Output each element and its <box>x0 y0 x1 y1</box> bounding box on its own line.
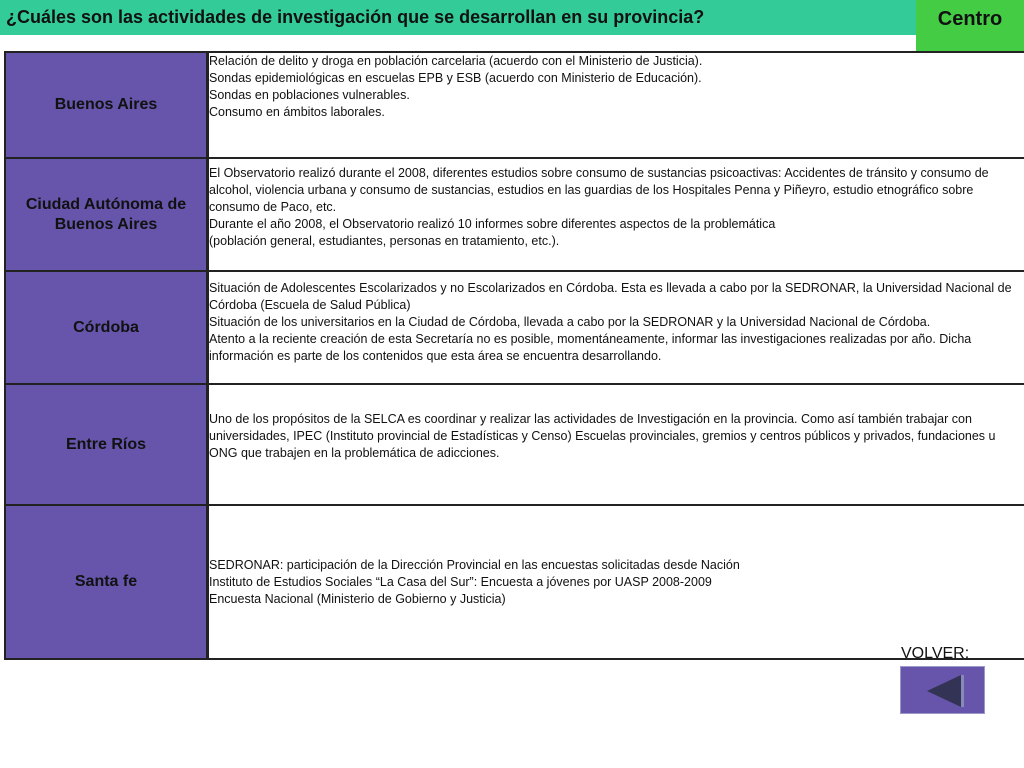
province-cell: Entre Ríos <box>5 384 208 505</box>
triangle-left-icon <box>901 667 986 715</box>
description-cell: Situación de Adolescentes Escolarizados y no Escolarizados en Córdoba. Esta es llevada a cabo por la SEDRONAR, la Universidad Nacional de Córdoba (Escuela de Salud Pública) Situación de los universitarios en la Ciudad de Córdoba, llevada a cabo por la SEDRONAR y la Universidad Nacional de Córdoba. Atento a la reciente creación de esta Secretaría no es posible, momentáneamente, informar las investigaciones realizadas por año. Dicha información es parte de los contenidos que esta área se encuentra desarrollando. <box>208 271 1024 384</box>
description-cell: Uno de los propósitos de la SELCA es coordinar y realizar las actividades de Investigación en la provincia. Como así también trabajar con universidades, IPEC (Instituto provincial de Estadísticas y Censo) Escuelas provinciales, gremios y centros públicos y privados, fundaciones u ONG que trabajen en la problemática de adicciones. <box>208 384 1024 505</box>
volver-label: VOLVER: <box>901 645 970 662</box>
table-row <box>5 158 1024 271</box>
table-row <box>5 505 1024 659</box>
page-title: ¿Cuáles son las actividades de investigación que se desarrollan en su provincia? <box>6 7 705 27</box>
table-row <box>5 384 1024 505</box>
table-row <box>5 271 1024 384</box>
province-cell: Ciudad Autónoma de Buenos Aires <box>5 158 208 271</box>
provinces-table <box>4 51 1024 660</box>
description-cell: SEDRONAR: participación de la Dirección Provincial en las encuestas solicitadas desde Nación Instituto de Estudios Sociales “La Casa del Sur”: Encuesta a jóvenes por UASP 2008-2009 Encuesta Nacional (Ministerio de Gobierno y Justicia) <box>208 505 1024 659</box>
description-cell: Relación de delito y droga en población carcelaria (acuerdo con el Ministerio de Justicia). Sondas epidemiológicas en escuelas EPB y ESB (acuerdo con Ministerio de Educación). Sondas en poblaciones vulnerables. Consumo en ámbitos laborales. <box>208 52 1024 158</box>
province-cell: Buenos Aires <box>5 52 208 158</box>
centro-button[interactable] <box>916 0 1024 54</box>
province-cell: Córdoba <box>5 271 208 384</box>
description-cell: El Observatorio realizó durante el 2008, diferentes estudios sobre consumo de sustancias psicoactivas: Accidentes de tránsito y consumo de alcohol, violencia urbana y consumo de sustancias, estudios en las guardias de los Hospitales Penna y Piñeyro, estudio etnográfico sobre consumo de Paco, etc. Durante el año 2008, el Observatorio realizó 10 informes sobre diferentes aspectos de la problemática (población general, estudiantes, personas en tratamiento, etc.). <box>208 158 1024 271</box>
table-row <box>5 52 1024 158</box>
header-bar <box>0 0 918 35</box>
centro-button-label: Centro <box>937 8 1003 30</box>
province-cell: Santa fe <box>5 505 208 659</box>
back-button[interactable] <box>900 666 985 714</box>
